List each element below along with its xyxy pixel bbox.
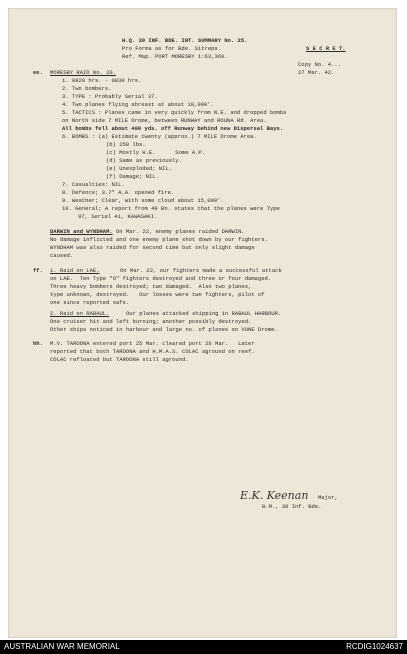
hh-line: M.V. TAROONA entered port 25 Mar. cleared port 26 Mar. Later	[50, 340, 255, 347]
ee-line: 7. Casualties: NIL.	[62, 181, 125, 188]
archive-id: RCDIG1024637	[346, 642, 403, 651]
pro-forma-line: Pro Forma as for Bde. Sitreps.	[122, 45, 222, 52]
rabaul-line: Our planes attacked shipping in RABAUL HARBOUR.	[126, 310, 282, 317]
ee-line: 10. General; A report from 49 Bn. states that the planes were Type	[62, 205, 280, 212]
ee-line: 8. Defence; 3.7" A.A. opened fire.	[62, 189, 175, 196]
summary-title: H.Q. 30 INF. BDE. INT. SUMMARY No. 25.	[122, 37, 248, 44]
archive-footer-bar	[0, 640, 407, 654]
ee-line: 1. 0820 hrs. - 0830 hrs.	[62, 77, 142, 84]
ee-line: 2. Two bombers.	[62, 85, 112, 92]
lae-line: Three heavy bombers destroyed; two damaged. Also two planes,	[50, 283, 252, 290]
copy-number: Copy No. 4...	[298, 61, 341, 68]
darwin-line: No damage inflicted and one enemy plane shot down by our fighters.	[50, 236, 268, 243]
section-label-hh: hh.	[33, 340, 43, 347]
darwin-line: On Mar. 22, enemy planes raided DARWIN.	[116, 228, 245, 235]
ee-line: (b) 250 lbs.	[106, 141, 146, 148]
ee-line: 4. Two planes flying abreast at about 18,000'.	[62, 101, 214, 108]
secret-stamp: S E C R E T.	[306, 45, 346, 52]
section-label-ff: ff.	[33, 267, 43, 274]
lae-line: one since reported safe.	[50, 299, 130, 306]
handwritten-signature: E.K. Keenan	[240, 489, 309, 502]
rabaul-line: One cruiser hit and left burning; another possibly destroyed.	[50, 318, 252, 325]
ee-line: 6. BOMBS : (a) Estimate twenty (approx.) 7 MILE Drome Area.	[62, 133, 257, 140]
archive-name: AUSTRALIAN WAR MEMORIAL	[4, 642, 120, 651]
ee-line: (c) Mostly H.E. Some A.P.	[106, 149, 206, 156]
section-label-ee: ee.	[33, 69, 43, 76]
darwin-heading: DARWIN and WYNDHAM.	[50, 228, 113, 235]
rabaul-heading: 2. Raid on RABAUL.	[50, 310, 110, 317]
ee-line: 5. TACTICS : Planes came in very quickly from N.E. and dropped bombs	[62, 109, 287, 116]
darwin-line: caused.	[50, 252, 74, 259]
hh-line: COLAC refloated but TAROONA still aground.	[50, 356, 189, 363]
darwin-line: WYNDHAM was also raided for second time but only slight damage	[50, 244, 255, 251]
ee-line: (e) Unexploded; NIL.	[106, 165, 173, 172]
lae-line: type unknown, destroyed. Our losses were two fighters, pilot of	[50, 291, 265, 298]
ee-line: (f) Damage; NIL.	[106, 173, 159, 180]
ee-line: (d) Same as previously.	[106, 157, 182, 164]
lae-line: On Mar. 22, our fighters made a successful attack	[120, 267, 282, 274]
lae-line: on LAE. Ten Type "O" fighters destroyed and three or four damaged.	[50, 275, 272, 282]
signature-rank: Major,	[318, 494, 338, 501]
moresby-raid-heading: MORESBY RAID No. 20.	[50, 69, 117, 76]
ee-line: 97, Serial 41, KAWASAKI.	[78, 213, 158, 220]
ee-line: on North side 7 MILE Drome, between RUNWAY and ROUNA Rd. Area.	[62, 117, 267, 124]
document-date: 27 Mar. 42.	[298, 69, 335, 76]
signature-unit: B.M., 30 Inf. Bde.	[262, 503, 322, 510]
ref-map-line: Ref. Map. PORT MORESBY 1:63,360.	[122, 53, 228, 60]
hh-line: reported that both TAROONA and H.M.A.S. COLAC aground on reef.	[50, 348, 255, 355]
ee-line: All bombs fell about 400 yds. off Runway behind new Dispersal Bays.	[62, 125, 284, 132]
ee-line: 3. TYPE : Probably Serial 37.	[62, 93, 158, 100]
lae-heading: 1. Raid on LAE.	[50, 267, 100, 274]
ee-line: 9. Weather; Clear, with some cloud about 15,000'.	[62, 197, 224, 204]
rabaul-line: Other ships noticed in harbour and large no. of planes on VUNE Drome.	[50, 326, 278, 333]
